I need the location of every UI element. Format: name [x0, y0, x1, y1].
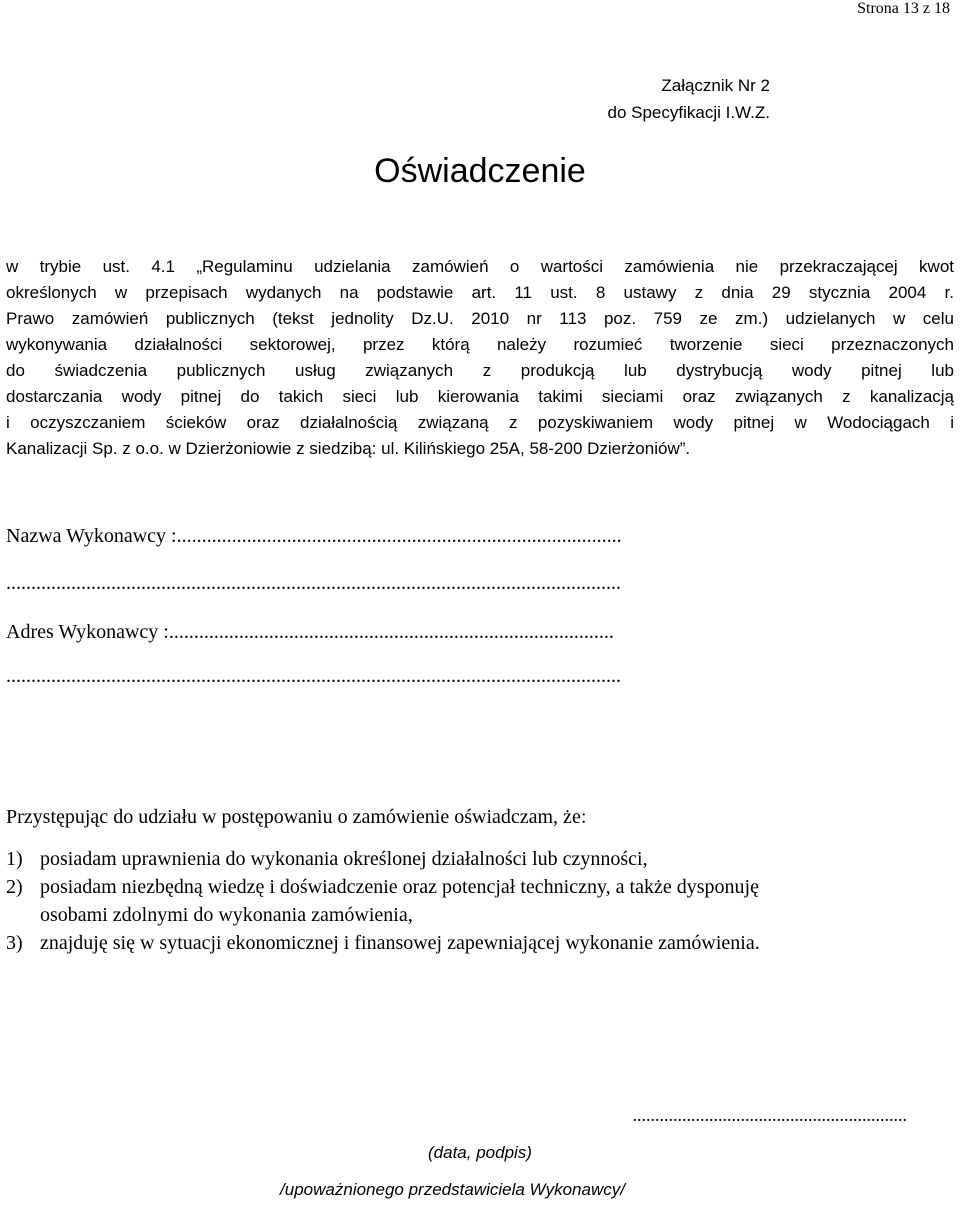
- intro-paragraph: [6, 254, 954, 462]
- signature-date-label: (data, podpis): [428, 1143, 532, 1162]
- intro-line: do świadczenia publicznych usług związanych z produkcją lub dystrybucją wody pitnej lub: [6, 361, 954, 380]
- declaration-list: [6, 845, 954, 957]
- contractor-name-continuation[interactable]: ...........................................................................................................................: [6, 572, 621, 594]
- annex-reference: [370, 72, 770, 126]
- list-item-number: 2): [6, 876, 23, 898]
- declaration-statement: Przystępując do udziału w postępowaniu o zamówienie oświadczam, że:: [6, 806, 587, 828]
- list-item: [6, 873, 954, 901]
- intro-line-last: Kanalizacji Sp. z o.o. w Dzierżoniowie z siedzibą: ul. Kilińskiego 25A, 58-200 Dzierżoniów”.: [6, 439, 691, 458]
- list-item: [6, 929, 954, 957]
- list-item-text: posiadam niezbędną wiedzę i doświadczenie oraz potencjał techniczny, a także dysponuję: [40, 876, 759, 898]
- contractor-name-field[interactable]: Nazwa Wykonawcy :.........................................................................................: [6, 525, 622, 547]
- intro-line: dostarczania wody pitnej do takich sieci lub kierowania takimi sieciami oraz związanych z kanalizacją: [6, 387, 954, 406]
- signature-line[interactable]: .............................................................: [632, 1105, 907, 1125]
- signature-representative-label: /upoważnionego przedstawiciela Wykonawcy/: [280, 1180, 625, 1199]
- list-item-continuation: osobami zdolnymi do wykonania zamówienia,: [40, 904, 413, 926]
- contractor-address-continuation[interactable]: ...........................................................................................................................: [6, 665, 621, 687]
- list-item-text: znajduję się w sytuacji ekonomicznej i finansowej zapewniającej wykonanie zamówienia.: [40, 932, 760, 954]
- intro-line: Prawo zamówień publicznych (tekst jednolity Dz.U. 2010 nr 113 poz. 759 ze zm.) udzielanych w celu: [6, 309, 954, 328]
- intro-line: i oczyszczaniem ścieków oraz działalnością związaną z pozyskiwaniem wody pitnej w Wodociągach i: [6, 413, 954, 432]
- contractor-address-field[interactable]: Adres Wykonawcy :.........................................................................................: [6, 621, 614, 643]
- page-number: Strona 13 z 18: [857, 0, 950, 17]
- intro-line: w trybie ust. 4.1 „Regulaminu udzielania zamówień o wartości zamówienia nie przekraczającej kwot: [6, 257, 954, 276]
- list-item: [6, 845, 954, 873]
- annex-line-2: do Specyfikacji I.W.Z.: [607, 103, 770, 122]
- intro-line: wykonywania działalności sektorowej, przez którą należy rozumieć tworzenie sieci przeznaczonych: [6, 335, 954, 354]
- intro-line: określonych w przepisach wydanych na podstawie art. 11 ust. 8 ustawy z dnia 29 stycznia 2004 r.: [6, 283, 954, 302]
- document-title: Oświadczenie: [374, 152, 586, 190]
- list-item-text: posiadam uprawnienia do wykonania określonej działalności lub czynności,: [40, 848, 648, 870]
- annex-line-1: Załącznik Nr 2: [661, 76, 770, 95]
- list-item-number: 3): [6, 932, 23, 954]
- list-item-number: 1): [6, 848, 23, 870]
